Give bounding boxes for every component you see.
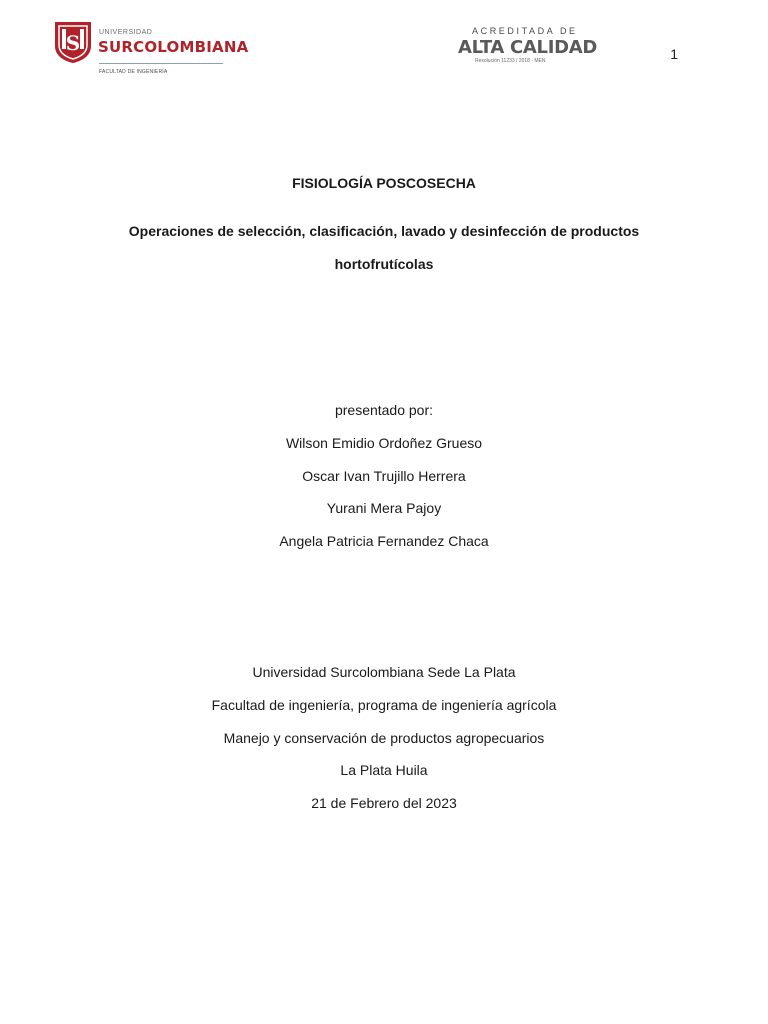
university-crest-icon [53, 20, 93, 64]
author-name: Angela Patricia Fernandez Chaca [279, 533, 489, 549]
document-date: 21 de Febrero del 2023 [311, 795, 457, 811]
university-faculty: FACULTAD DE INGENIERÍA [99, 69, 168, 75]
author-name: Oscar Ivan Trujillo Herrera [302, 468, 466, 484]
accreditation-subtext: Resolución 11233 / 2018 - MEN [475, 58, 546, 64]
topic-title-line1: Operaciones de selección, clasificación, lavado y desinfección de productos [128, 223, 640, 239]
accreditation-logo [458, 26, 598, 70]
faculty-program: Facultad de ingeniería, programa de ingeniería agrícola [211, 697, 557, 713]
accreditation-top-text: ACREDITADA DE [472, 26, 578, 36]
presented-by-label: presentado por: [334, 402, 434, 418]
university-prefix: UNIVERSIDAD [99, 29, 153, 36]
accreditation-main-text: ALTA CALIDAD [458, 37, 598, 58]
university-logo [53, 20, 249, 80]
course-title: FISIOLOGÍA POSCOSECHA [292, 175, 476, 191]
svg-text:S: S [65, 31, 81, 55]
logo-divider [99, 63, 223, 64]
institution-name: Universidad Surcolombiana Sede La Plata [252, 664, 516, 680]
location: La Plata Huila [340, 762, 428, 778]
course-name: Manejo y conservación de productos agropecuarios [223, 730, 545, 746]
author-name: Wilson Emidio Ordoñez Grueso [285, 435, 483, 451]
page-number: 1 [670, 46, 678, 62]
author-name: Yurani Mera Pajoy [326, 500, 442, 516]
university-name: SURCOLOMBIANA [98, 38, 249, 56]
topic-title-line2: hortofrutícolas [334, 256, 434, 272]
